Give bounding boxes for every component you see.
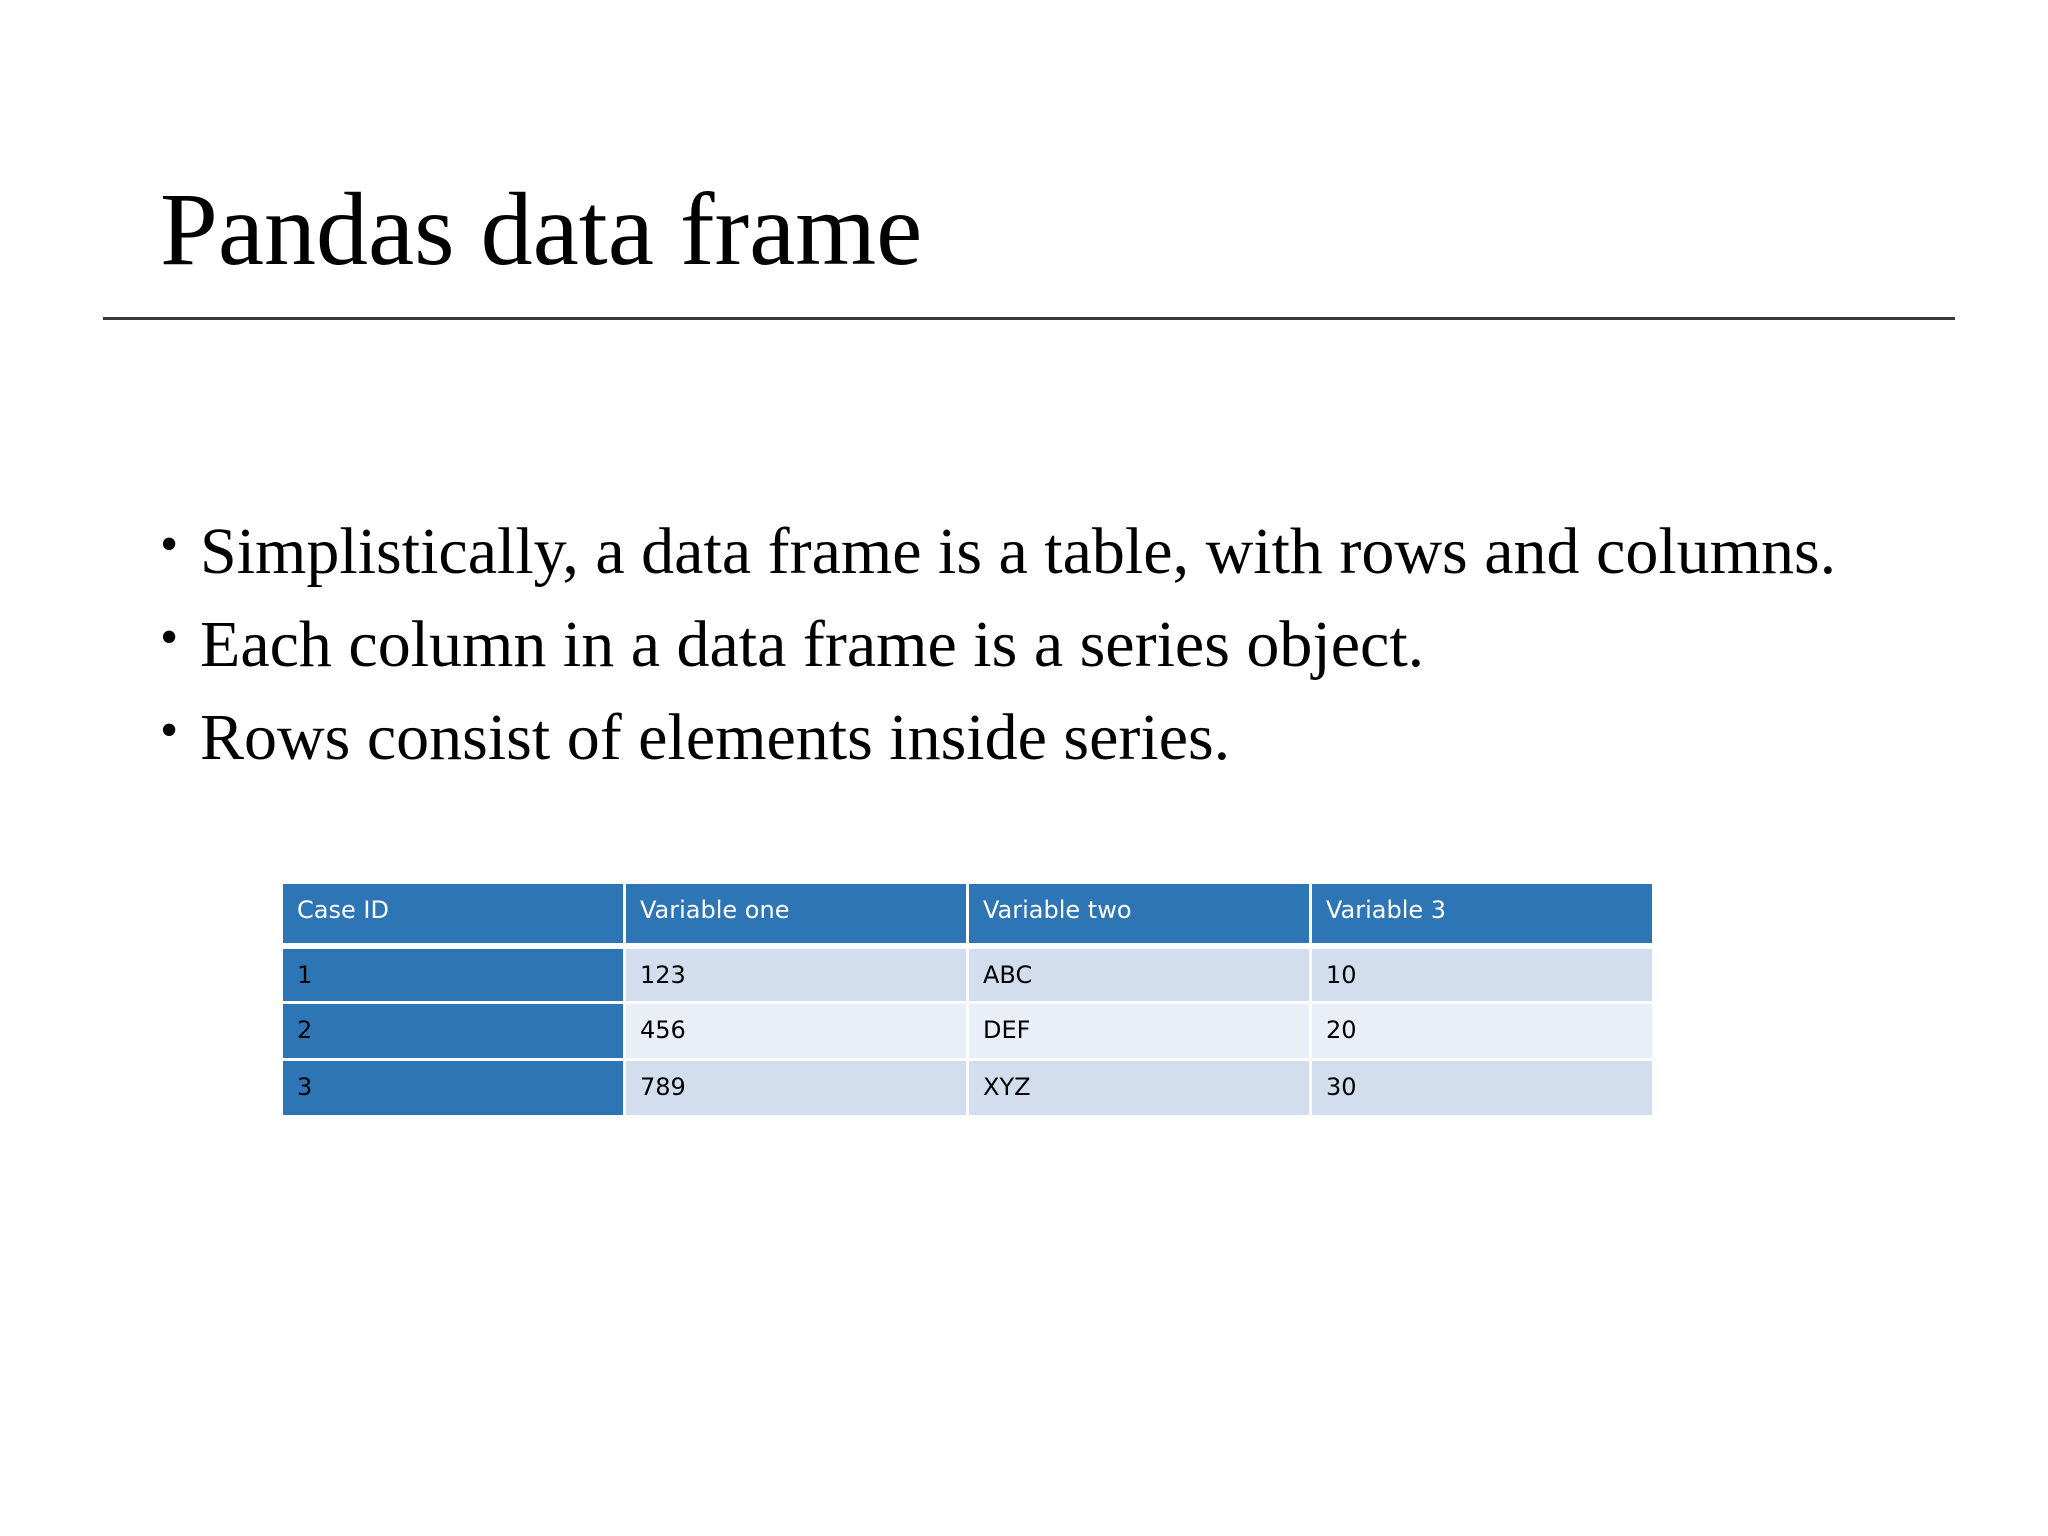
table-cell: XYZ bbox=[968, 1060, 1311, 1117]
bullet-marker: • bbox=[160, 516, 179, 573]
table-cell: 30 bbox=[1311, 1060, 1654, 1117]
table-cell: 10 bbox=[1311, 946, 1654, 1003]
table-cell-case-id: 3 bbox=[282, 1060, 625, 1117]
table-header-row bbox=[282, 883, 1654, 946]
bullet-item bbox=[160, 691, 1836, 784]
data-frame-table bbox=[280, 881, 1655, 1118]
column-header: Variable one bbox=[625, 883, 968, 946]
slide-title: Pandas data frame bbox=[160, 172, 923, 287]
table-row bbox=[282, 1003, 1654, 1060]
bullet-text: Rows consist of elements inside series. bbox=[200, 701, 1231, 774]
table-cell: DEF bbox=[968, 1003, 1311, 1060]
bullet-marker: • bbox=[160, 609, 179, 666]
table-row bbox=[282, 1060, 1654, 1117]
column-header: Variable 3 bbox=[1311, 883, 1654, 946]
table-cell: 789 bbox=[625, 1060, 968, 1117]
table-cell: ABC bbox=[968, 946, 1311, 1003]
bullet-text: Each column in a data frame is a series object. bbox=[200, 608, 1425, 681]
bullet-item bbox=[160, 505, 1836, 598]
table-cell: 123 bbox=[625, 946, 968, 1003]
bullet-item bbox=[160, 598, 1836, 691]
title-divider bbox=[103, 317, 1955, 320]
table-cell-case-id: 2 bbox=[282, 1003, 625, 1060]
bullet-list bbox=[160, 505, 1836, 784]
bullet-text: Simplistically, a data frame is a table, with rows and columns. bbox=[200, 515, 1837, 588]
column-header: Case ID bbox=[282, 883, 625, 946]
table-cell: 20 bbox=[1311, 1003, 1654, 1060]
table-cell: 456 bbox=[625, 1003, 968, 1060]
bullet-marker: • bbox=[160, 702, 179, 759]
column-header: Variable two bbox=[968, 883, 1311, 946]
table-cell-case-id: 1 bbox=[282, 946, 625, 1003]
table-row bbox=[282, 946, 1654, 1003]
